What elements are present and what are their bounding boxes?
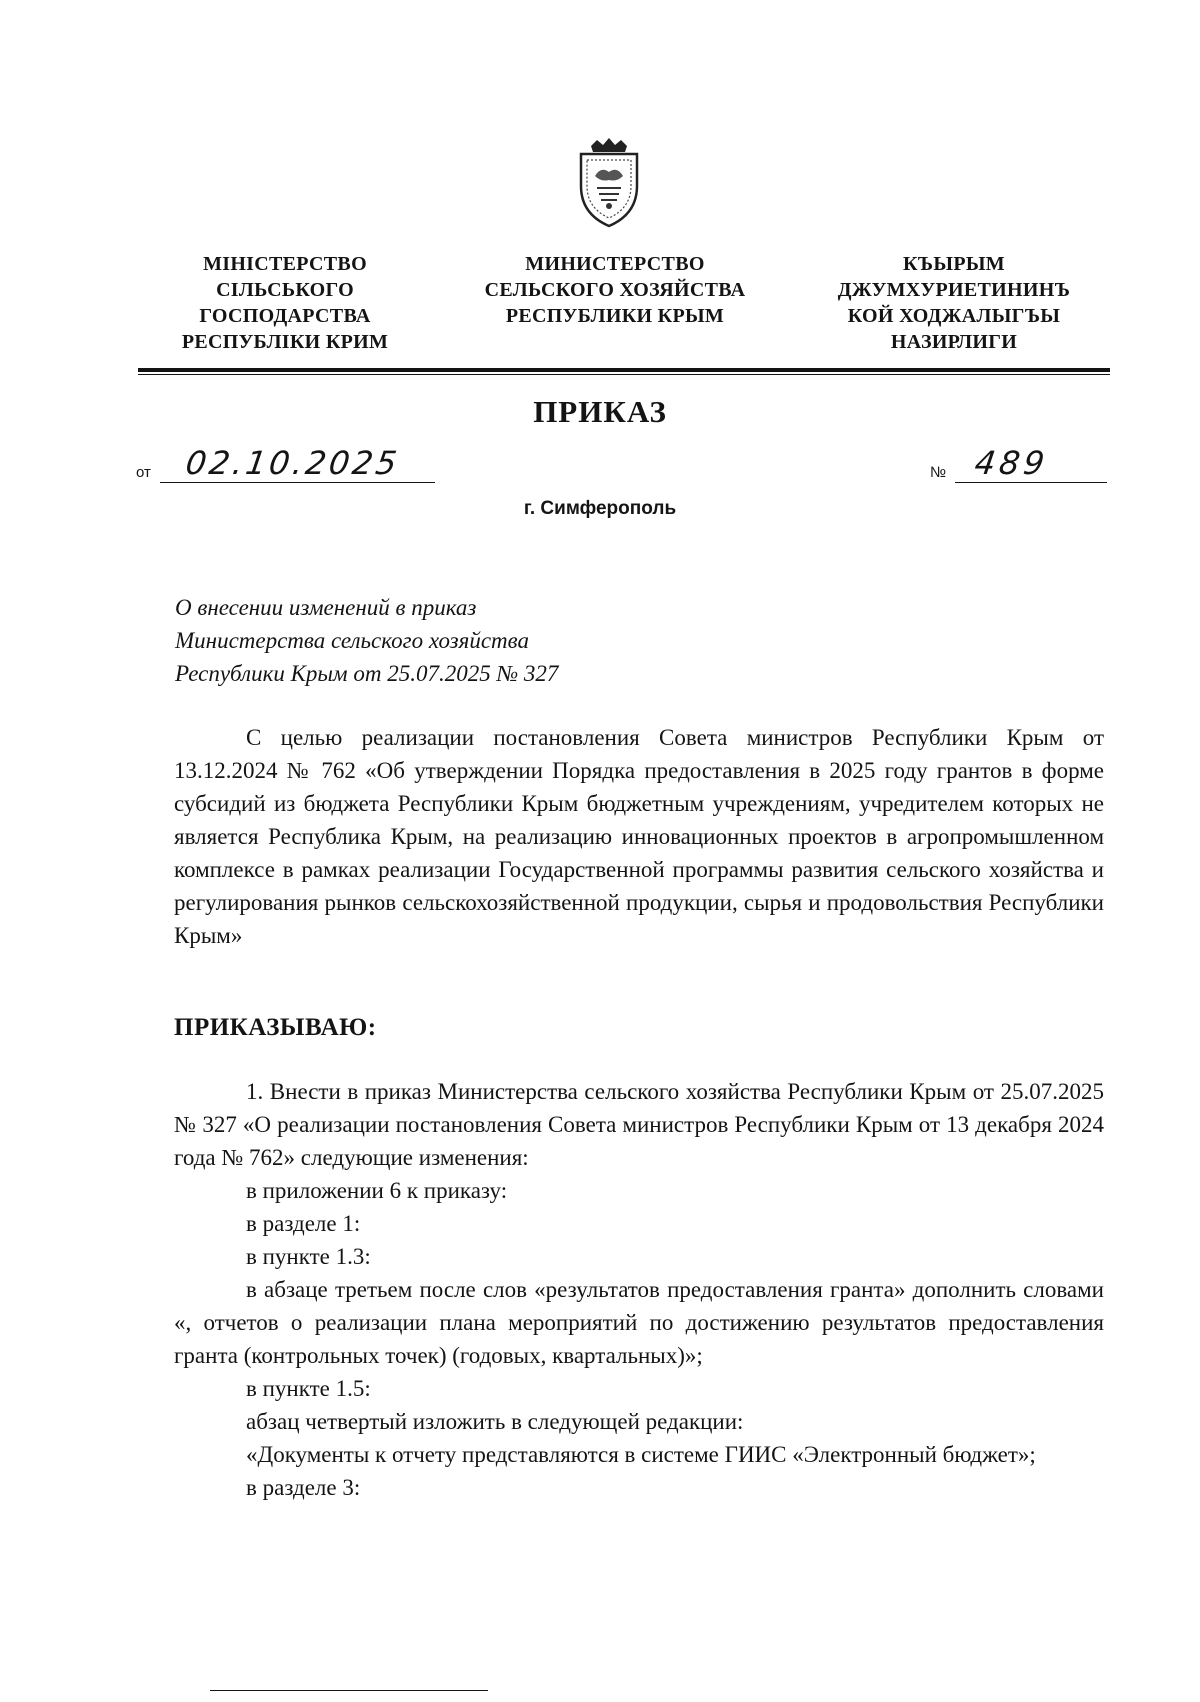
clause-paragraph: в разделе 3:: [246, 1475, 361, 1500]
document-subject: О внесении изменений в приказ Министерства сельского хозяйства Республики Крым от 25.07.2025 № 327: [175, 595, 559, 686]
clause-paragraph: абзац четвертый изложить в следующей редакции:: [246, 1409, 744, 1434]
ministry-name-crimean-tatar: КЪЫРЫМ ДЖУМХУРИЕТИНИНЪ КОЙ ХОДЖАЛЫГЪЫ НАЗИРЛИГИ: [837, 253, 1071, 353]
ministry-header: [150, 251, 1110, 363]
footnote-separator: [210, 1690, 488, 1691]
preamble-paragraph: С целью реализации постановления Совета министров Республики Крым от 13.12.2024 № 762 «Об утверждении Порядка предоставления в 2025 году грантов в форме субсидий из бюджета Республики Крым бюджетным учреждениям, учредителем которых не является Республика Крым, на реализацию инновационных проектов в агропромышленном комплексе в рамках реализации Государственной программы развития сельского хозяйства и регулирования рынков сельскохозяйственной продукции, сырья и продовольствия Республики Крым»: [174, 725, 1104, 948]
document-number: 489: [972, 444, 1051, 482]
number-underline: [955, 482, 1107, 483]
number-label: №: [930, 464, 947, 481]
clause-paragraph: в пункте 1.5:: [246, 1376, 371, 1401]
clause-paragraph: в разделе 1:: [246, 1211, 361, 1236]
clause-paragraph: в абзаце третьем после слов «результатов предоставления гранта» дополнить словами «, отчетов о реализации плана мероприятий по достижению результатов предоставления гранта (контрольных точек) (годовых, квартальных)»;: [174, 1277, 1104, 1368]
clause-paragraph: в пункте 1.3:: [246, 1244, 371, 1269]
date-underline: [160, 482, 435, 483]
header-divider-thin: [138, 374, 1110, 375]
order-clauses: [174, 1075, 1104, 1504]
order-directive: ПРИКАЗЫВАЮ:: [174, 1014, 377, 1041]
clause-paragraph: в приложении 6 к приказу:: [246, 1178, 508, 1203]
document-title: ПРИКАЗ: [533, 394, 667, 429]
clause-paragraph: 1. Внести в приказ Министерства сельского хозяйства Республики Крым от 25.07.2025 № 327 «О реализации постановления Совета министров Республики Крым от 13 декабря 2024 года № 762» следующие изменения:: [174, 1079, 1104, 1170]
ministry-name-russian: МИНИСТЕРСТВО СЕЛЬСКОГО ХОЗЯЙСТВА РЕСПУБЛИКИ КРЫМ: [484, 253, 746, 327]
header-divider-thick: [138, 368, 1110, 372]
city-name: г. Симферополь: [523, 498, 677, 519]
coat-of-arms-emblem: [567, 136, 651, 228]
document-date: 02.10.2025: [183, 444, 402, 482]
clause-paragraph: «Документы к отчету представляются в системе ГИИС «Электронный бюджет»;: [246, 1442, 1036, 1467]
date-label: от: [136, 464, 151, 481]
ministry-name-ukrainian: МІНІСТЕРСТВО СІЛЬСЬКОГО ГОСПОДАРСТВА РЕСПУБЛІКИ КРИМ: [181, 253, 389, 353]
preamble: [174, 721, 1104, 952]
